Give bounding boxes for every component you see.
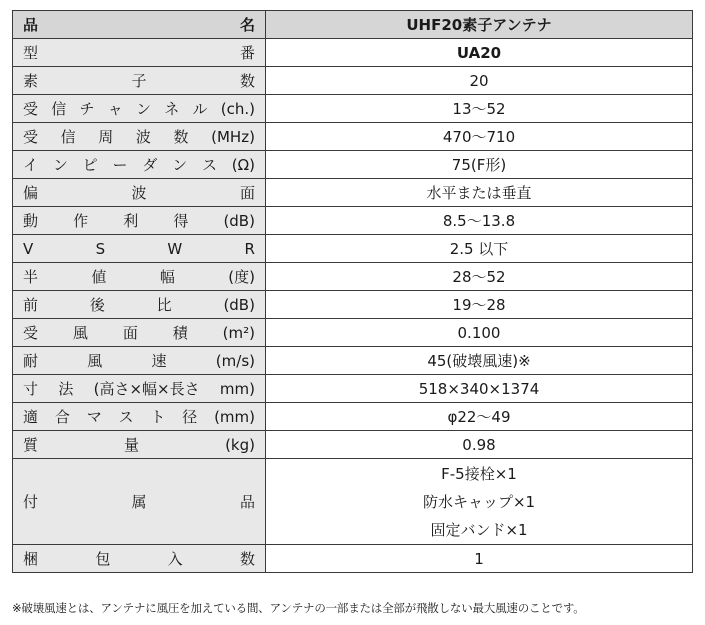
spec-label-part: 風 xyxy=(72,324,88,342)
spec-row xyxy=(13,291,693,319)
spec-label-cell xyxy=(13,319,266,347)
spec-row xyxy=(13,179,693,207)
spec-label xyxy=(23,182,255,203)
spec-row xyxy=(13,39,693,67)
spec-label-part: ー xyxy=(112,156,128,174)
spec-label-part: 後 xyxy=(89,296,105,314)
spec-value: 0.98 xyxy=(266,431,693,459)
spec-label-part: ン xyxy=(172,156,188,174)
spec-label-part: V xyxy=(23,239,34,258)
spec-label-part: 積 xyxy=(172,324,188,342)
spec-row xyxy=(13,11,693,39)
spec-label xyxy=(23,154,255,175)
spec-label-part: 周 xyxy=(98,128,114,146)
spec-label-part: 番 xyxy=(239,44,255,62)
spec-label xyxy=(23,126,255,147)
spec-label xyxy=(23,210,255,231)
spec-row xyxy=(13,403,693,431)
spec-label-part: 速 xyxy=(151,352,167,370)
spec-label-part: 幅 xyxy=(159,268,175,286)
spec-label xyxy=(23,70,255,91)
spec-value: 45(破壊風速)※ xyxy=(266,347,693,375)
spec-row xyxy=(13,95,693,123)
spec-label-cell xyxy=(13,291,266,319)
spec-label-part: ン xyxy=(136,100,152,118)
spec-label-part: (度) xyxy=(228,268,255,286)
spec-label-part: チ xyxy=(79,100,95,118)
spec-label-part: マ xyxy=(86,408,102,426)
spec-label-cell xyxy=(13,207,266,235)
spec-value: 2.5 以下 xyxy=(266,235,693,263)
spec-label-cell xyxy=(13,347,266,375)
spec-label-part: 面 xyxy=(122,324,138,342)
spec-label-part: 耐 xyxy=(23,352,39,370)
spec-label xyxy=(23,350,255,371)
spec-label-part: 作 xyxy=(73,212,89,230)
spec-value: φ22〜49 xyxy=(266,403,693,431)
spec-label-cell xyxy=(13,235,266,263)
spec-label xyxy=(23,42,255,63)
spec-value: 水平または垂直 xyxy=(266,179,693,207)
spec-label-part: (MHz) xyxy=(211,127,255,146)
spec-label-part: ン xyxy=(52,156,68,174)
spec-value: UHF20素子アンテナ xyxy=(266,11,693,39)
spec-row-accessories xyxy=(13,459,693,545)
spec-label-part: ピ xyxy=(82,156,98,174)
spec-label-part: 属 xyxy=(131,493,147,511)
spec-label-part: 子 xyxy=(131,72,147,90)
spec-label-part: (m/s) xyxy=(215,351,255,370)
spec-row xyxy=(13,207,693,235)
spec-label xyxy=(23,14,255,35)
spec-label-cell xyxy=(13,39,266,67)
spec-label-part: 波 xyxy=(135,128,151,146)
spec-label-part: ス xyxy=(118,408,134,426)
spec-label-part: (mm) xyxy=(214,407,255,426)
spec-label-part: ト xyxy=(150,408,166,426)
spec-value: 1 xyxy=(266,545,693,573)
spec-label-part: 信 xyxy=(51,100,67,118)
spec-label-part: ャ xyxy=(107,100,123,118)
spec-label-part: ネ xyxy=(164,100,180,118)
spec-row xyxy=(13,431,693,459)
accessory-item: 防水キャップ×1 xyxy=(422,492,536,511)
spec-label-cell xyxy=(13,375,266,403)
spec-label-part: 合 xyxy=(54,408,70,426)
spec-label-part: 半 xyxy=(23,268,39,286)
spec-row xyxy=(13,263,693,291)
spec-label-cell xyxy=(13,263,266,291)
spec-label-part: R xyxy=(244,239,255,258)
spec-row xyxy=(13,151,693,179)
spec-label-part: 数 xyxy=(239,550,255,568)
spec-label-cell xyxy=(13,459,266,545)
spec-label-cell xyxy=(13,123,266,151)
spec-label-part: (高さ×幅×長さ xyxy=(93,380,200,398)
spec-label xyxy=(23,406,255,427)
spec-label-part: 法 xyxy=(58,380,74,398)
spec-label-part: W xyxy=(167,239,183,258)
spec-label xyxy=(23,294,255,315)
spec-label-part: 比 xyxy=(156,296,172,314)
spec-value: 13〜52 xyxy=(266,95,693,123)
spec-label-part: (kg) xyxy=(225,435,255,454)
spec-label-part: 利 xyxy=(123,212,139,230)
spec-row xyxy=(13,235,693,263)
spec-label xyxy=(23,378,255,399)
spec-label-part: (Ω) xyxy=(231,155,255,174)
spec-label-part: 偏 xyxy=(23,184,39,202)
spec-label-part: (dB) xyxy=(223,295,255,314)
spec-label-cell xyxy=(13,11,266,39)
spec-label-part: 受 xyxy=(23,324,39,342)
spec-value: 19〜28 xyxy=(266,291,693,319)
spec-label-cell xyxy=(13,431,266,459)
spec-table-body xyxy=(13,11,693,573)
spec-label-part: ス xyxy=(201,156,217,174)
spec-label-cell xyxy=(13,179,266,207)
spec-label-part: 入 xyxy=(167,550,183,568)
spec-label-part: 適 xyxy=(23,408,39,426)
spec-label-part: 質 xyxy=(23,436,39,454)
spec-label-cell xyxy=(13,403,266,431)
spec-label-part: 風 xyxy=(87,352,103,370)
spec-label xyxy=(23,434,255,455)
spec-value: 0.100 xyxy=(266,319,693,347)
spec-label-part: S xyxy=(95,239,106,258)
spec-value: 28〜52 xyxy=(266,263,693,291)
spec-label-part: 素 xyxy=(23,72,39,90)
spec-row xyxy=(13,319,693,347)
spec-label xyxy=(23,240,255,258)
spec-label-cell xyxy=(13,545,266,573)
spec-label-part: 梱 xyxy=(23,550,39,568)
spec-label-part: 型 xyxy=(23,44,39,62)
spec-value: 518×340×1374 xyxy=(266,375,693,403)
spec-label xyxy=(23,548,255,569)
accessory-item: F-5接栓×1 xyxy=(441,464,517,483)
spec-label-part: 波 xyxy=(131,184,147,202)
spec-value: 8.5〜13.8 xyxy=(266,207,693,235)
spec-label-part: 信 xyxy=(60,128,76,146)
spec-value: UA20 xyxy=(266,39,693,67)
spec-label-part: 値 xyxy=(91,268,107,286)
accessory-item: 固定バンド×1 xyxy=(430,520,528,539)
spec-label-part: 数 xyxy=(239,72,255,90)
spec-label xyxy=(23,491,255,512)
spec-label-part: 得 xyxy=(173,212,189,230)
spec-label-part: (dB) xyxy=(223,211,255,230)
spec-value: 20 xyxy=(266,67,693,95)
spec-label-part: mm) xyxy=(219,379,255,398)
spec-label-part: 数 xyxy=(173,128,189,146)
footnote: ※破壊風速とは、アンテナに風圧を加えている間、アンテナの一部または全部が飛散しない最大風速のことです。 xyxy=(12,601,585,615)
spec-label-part: イ xyxy=(23,156,39,174)
spec-label-part: 寸 xyxy=(23,380,39,398)
spec-label-cell xyxy=(13,95,266,123)
spec-label-part: ダ xyxy=(142,156,158,174)
spec-row-package xyxy=(13,545,693,573)
spec-row xyxy=(13,347,693,375)
spec-label-cell xyxy=(13,67,266,95)
spec-label xyxy=(23,322,255,343)
spec-label xyxy=(23,98,255,119)
spec-value: 75(F形) xyxy=(266,151,693,179)
spec-label-part: 動 xyxy=(23,212,39,230)
spec-label-part: 受 xyxy=(23,100,39,118)
accessories-values xyxy=(266,459,693,545)
spec-label-part: (m²) xyxy=(222,323,255,342)
spec-label-part: 包 xyxy=(95,550,111,568)
spec-label-part: 前 xyxy=(23,296,39,314)
spec-label-cell xyxy=(13,151,266,179)
spec-row xyxy=(13,123,693,151)
spec-label-part: 名 xyxy=(239,16,255,34)
spec-label-part: 付 xyxy=(23,493,39,511)
spec-label-part: 品 xyxy=(239,493,255,511)
spec-label-part: 品 xyxy=(23,16,39,34)
spec-row xyxy=(13,67,693,95)
spec-label-part: (ch.) xyxy=(220,99,255,118)
spec-label xyxy=(23,266,255,287)
spec-table xyxy=(12,10,693,573)
spec-value: 470〜710 xyxy=(266,123,693,151)
spec-label-part: 受 xyxy=(23,128,39,146)
spec-label-part: 量 xyxy=(124,436,140,454)
spec-label-part: 径 xyxy=(182,408,198,426)
spec-label-part: ル xyxy=(192,100,208,118)
spec-label-part: 面 xyxy=(239,184,255,202)
spec-row xyxy=(13,375,693,403)
